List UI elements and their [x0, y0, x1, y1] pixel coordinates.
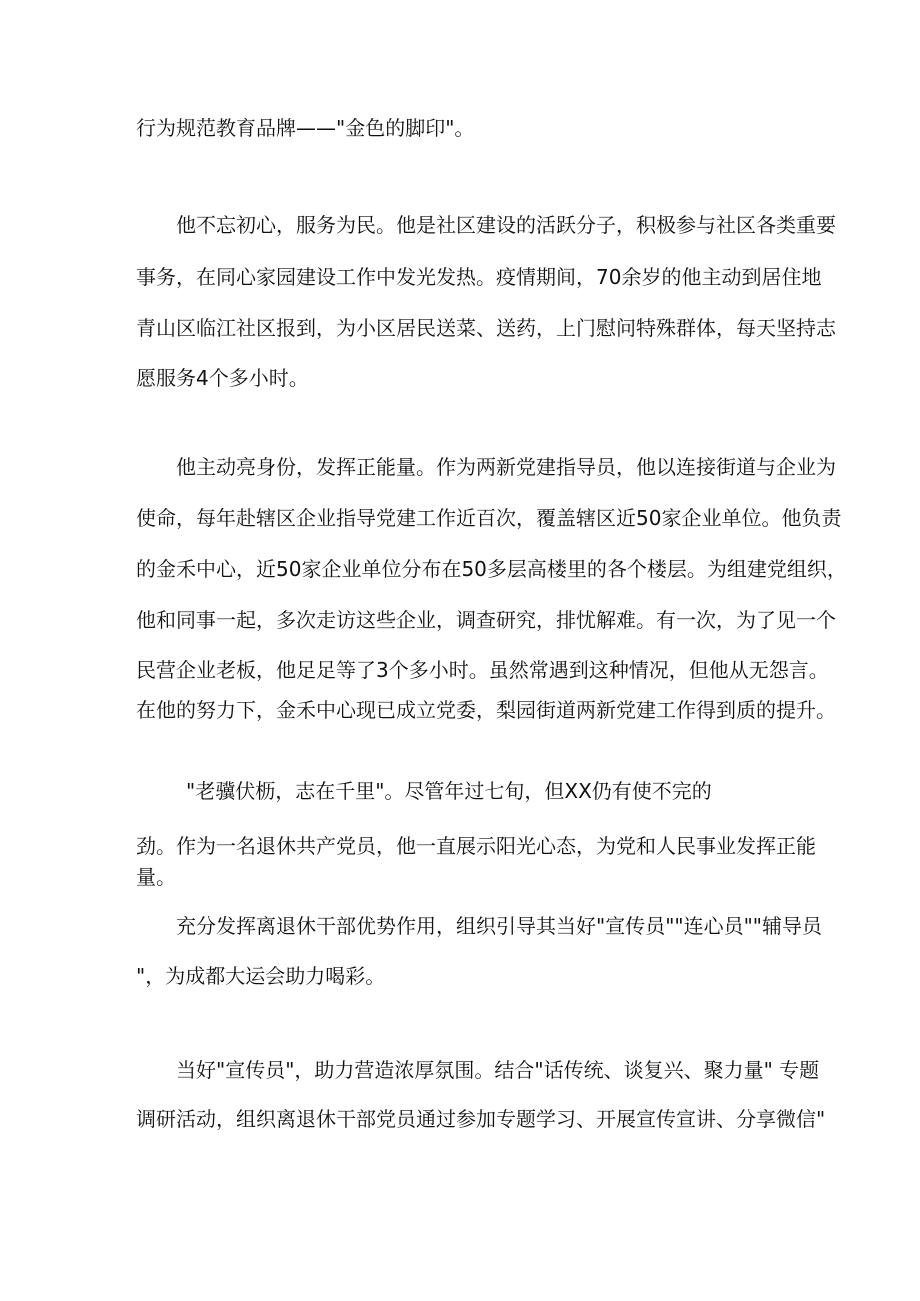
paragraph-line: 行为规范教育品牌——"金色的脚印"。 — [136, 116, 475, 140]
paragraph-line: 调研活动，组织离退休干部党员通过参加专题学习、开展宣传宣讲、分享微信" — [136, 1107, 826, 1131]
paragraph-line: "，为成都大运会助力喝彩。 — [136, 964, 386, 988]
paragraph-line: 的金禾中心，近50家企业单位分布在50多层高楼里的各个楼层。为组建党组织， — [136, 557, 847, 581]
paragraph-line: 他不忘初心，服务为民。他是社区建设的活跃分子，积极参与社区各类重要 — [176, 213, 836, 237]
paragraph-line: 当好"宣传员"，助力营造浓厚氛围。结合"话传统、谈复兴、聚力量" 专题 — [176, 1058, 820, 1082]
paragraph-line: 青山区临江社区报到，为小区居民送菜、送药，上门慰问特殊群体，每天坚持志 — [136, 316, 836, 340]
paragraph-line: 劲。作为一名退休共产党员，他一直展示阳光心态，为党和人民事业发挥正能 — [136, 834, 816, 858]
paragraph-line: 他和同事一起，多次走访这些企业，调查研究，排忧解难。有一次，为了见一个 — [136, 608, 836, 632]
paragraph-line: 充分发挥离退休干部优势作用，组织引导其当好"宣传员""连心员""辅导员 — [176, 914, 822, 938]
paragraph-line: 愿服务4个多小时。 — [136, 366, 309, 390]
paragraph-line: 他主动亮身份，发挥正能量。作为两新党建指导员，他以连接街道与企业为 — [176, 455, 836, 479]
paragraph-line: "老骥伏枥，志在千里"。尽管年过七旬，但XX仍有使不完的 — [186, 779, 712, 803]
paragraph-line: 量。 — [136, 865, 176, 889]
paragraph-line: 事务，在同心家园建设工作中发光发热。疫情期间，70余岁的他主动到居住地 — [136, 265, 822, 289]
paragraph-line: 使命，每年赴辖区企业指导党建工作近百次，覆盖辖区近50家企业单位。他负责 — [136, 506, 842, 530]
paragraph-line: 在他的努力下，金禾中心现已成立党委，梨园街道两新党建工作得到质的提升。 — [136, 698, 836, 722]
paragraph-line: 民营企业老板，他足足等了3个多小时。虽然常遇到这种情况，但他从无怨言。 — [136, 658, 829, 682]
